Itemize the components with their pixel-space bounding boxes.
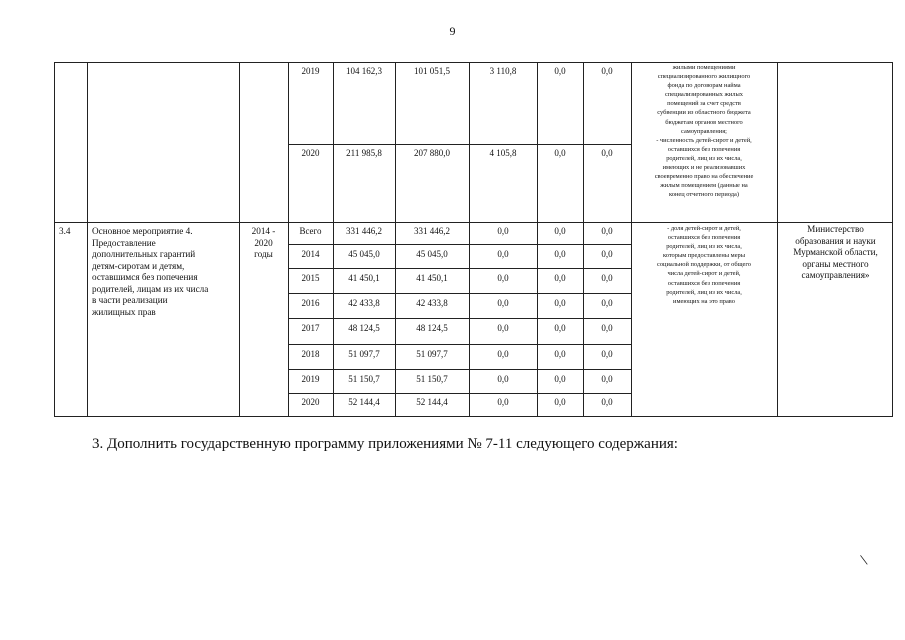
total-cell: 51 150,7 <box>348 374 380 384</box>
year-cell: 2017 <box>301 323 320 333</box>
pen-mark: \ <box>859 551 869 570</box>
total-cell: 331 446,2 <box>346 226 382 236</box>
measure-title-line: в части реализации <box>92 295 168 305</box>
row-rule <box>288 293 631 294</box>
regional-budget-cell: 51 097,7 <box>416 349 448 359</box>
regional-budget-cell: 45 045,0 <box>416 249 448 259</box>
regional-budget-cell: 41 450,1 <box>416 273 448 283</box>
local-budget-cell: 0,0 <box>554 349 566 359</box>
regional-budget-cell: 207 880,0 <box>414 148 450 158</box>
other-sources-cell: 0,0 <box>601 249 613 259</box>
measure-period <box>239 226 288 261</box>
indicator-line: родителей, лиц из их числа, <box>666 288 742 296</box>
indicator-line: самоуправления; <box>681 127 727 135</box>
row-rule <box>288 318 631 319</box>
indicator-line: специализированного жилищного <box>657 73 751 81</box>
period-line: годы <box>254 249 273 259</box>
period-line: 2020 <box>254 237 273 248</box>
indicator-line: субвенции из областного бюджета <box>657 109 751 117</box>
column-rule <box>469 63 470 416</box>
indicator-line: помещений за счет средств <box>667 100 741 108</box>
indicator-line: имеющих на это право <box>673 297 735 305</box>
local-budget-cell: 0,0 <box>554 148 566 158</box>
total-cell: 48 124,5 <box>348 323 380 333</box>
other-sources-cell: 0,0 <box>601 66 613 76</box>
other-sources-cell: 0,0 <box>601 349 613 359</box>
indicator-line: бюджетам органов местного <box>665 118 743 126</box>
indicator-line: - численность детей-сирот и детей, <box>656 136 752 144</box>
year-cell: 2014 <box>301 249 320 259</box>
federal-budget-cell: 0,0 <box>497 273 509 283</box>
local-budget-cell: 0,0 <box>554 374 566 384</box>
regional-budget-cell: 331 446,2 <box>414 226 450 236</box>
other-sources-cell: 0,0 <box>601 148 613 158</box>
total-cell: 42 433,8 <box>348 298 380 308</box>
federal-budget-cell: 4 105,8 <box>489 148 517 158</box>
measure-title <box>92 226 238 318</box>
year-cell: 2015 <box>301 273 320 283</box>
year-cell: 2018 <box>301 349 320 359</box>
measure-title-line: Предоставление <box>92 237 156 248</box>
indicator-line: - доля детей-сирот и детей, <box>667 225 741 232</box>
other-sources-cell: 0,0 <box>601 397 613 407</box>
other-sources-cell: 0,0 <box>601 323 613 333</box>
measure-separator <box>55 222 892 223</box>
federal-budget-cell: 0,0 <box>497 397 509 407</box>
executor-line: образования и науки <box>795 235 876 246</box>
row-rule <box>288 268 631 269</box>
measure-title-line: жилищных прав <box>92 306 156 317</box>
row-rule <box>288 144 631 145</box>
regional-budget-cell: 51 150,7 <box>416 374 448 384</box>
indicator-line: специализированных жилых <box>665 91 743 99</box>
indicator-text-measure <box>631 224 777 306</box>
federal-budget-cell: 0,0 <box>497 349 509 359</box>
indicator-line: жилыми помещениями <box>672 64 736 71</box>
local-budget-cell: 0,0 <box>554 226 566 236</box>
indicator-line: имеющих и не реализовавших <box>662 164 746 172</box>
column-rule <box>537 63 538 416</box>
total-cell: 45 045,0 <box>348 249 380 259</box>
indicator-line: конец отчетного периода) <box>669 191 739 199</box>
federal-budget-cell: 0,0 <box>497 323 509 333</box>
local-budget-cell: 0,0 <box>554 323 566 333</box>
column-rule <box>395 63 396 416</box>
year-cell: Всего <box>299 226 322 236</box>
row-rule <box>288 393 631 394</box>
other-sources-cell: 0,0 <box>601 374 613 384</box>
measure-number: 3.4 <box>59 226 71 236</box>
period-line: 2014 - <box>251 226 276 236</box>
local-budget-cell: 0,0 <box>554 298 566 308</box>
year-cell: 2020 <box>301 397 320 407</box>
indicator-line: своевременно право на обеспечение <box>654 173 754 181</box>
total-cell: 52 144,4 <box>348 397 380 407</box>
column-rule <box>87 63 88 416</box>
row-rule <box>288 369 631 370</box>
column-rule <box>288 63 289 416</box>
executor-line: Министерство <box>807 224 864 234</box>
total-cell: 211 985,8 <box>346 148 382 158</box>
row-rule <box>288 244 631 245</box>
indicator-line: оставшихся без попечения <box>667 234 741 242</box>
indicator-line: жилым помещением (данные на <box>660 182 748 190</box>
indicator-line: родителей, лиц из их числа, <box>666 154 742 162</box>
federal-budget-cell: 0,0 <box>497 249 509 259</box>
measure-title-line: детям-сиротам и детям, <box>92 260 185 271</box>
federal-budget-cell: 0,0 <box>497 374 509 384</box>
local-budget-cell: 0,0 <box>554 249 566 259</box>
local-budget-cell: 0,0 <box>554 66 566 76</box>
indicator-line: оставшихся без попечения <box>667 145 741 153</box>
year-cell: 2019 <box>301 66 320 76</box>
regional-budget-cell: 52 144,4 <box>416 397 448 407</box>
executor-text <box>777 224 894 282</box>
indicator-line: числа детей-сирот и детей, <box>667 270 741 278</box>
executor-line: Мурманской области, <box>793 247 878 257</box>
page-number: 9 <box>449 24 456 38</box>
total-cell: 51 097,7 <box>348 349 380 359</box>
other-sources-cell: 0,0 <box>601 226 613 236</box>
regional-budget-cell: 101 051,5 <box>414 66 450 76</box>
indicator-line: социальной поддержки, от общего <box>657 261 751 269</box>
measure-title-line: родителей, лицам из их числа <box>92 283 209 294</box>
executor-line: самоуправления» <box>801 270 870 280</box>
federal-budget-cell: 3 110,8 <box>489 66 517 76</box>
local-budget-cell: 0,0 <box>554 273 566 283</box>
regional-budget-cell: 48 124,5 <box>416 323 448 333</box>
federal-budget-cell: 0,0 <box>497 298 509 308</box>
column-rule <box>583 63 584 416</box>
other-sources-cell: 0,0 <box>601 298 613 308</box>
row-rule <box>288 344 631 345</box>
executor-line: органы местного <box>802 258 869 269</box>
federal-budget-cell: 0,0 <box>497 226 509 236</box>
measure-title-line: Основное мероприятие 4. <box>92 226 193 236</box>
measure-title-line: дополнительных гарантий <box>92 249 196 259</box>
program-table <box>54 62 893 417</box>
other-sources-cell: 0,0 <box>601 273 613 283</box>
local-budget-cell: 0,0 <box>554 397 566 407</box>
total-cell: 41 450,1 <box>348 273 380 283</box>
column-rule <box>333 63 334 416</box>
year-cell: 2020 <box>301 148 320 158</box>
indicator-line: родителей, лиц из их числа, <box>666 243 742 251</box>
year-cell: 2016 <box>301 298 320 308</box>
regional-budget-cell: 42 433,8 <box>416 298 448 308</box>
indicator-line: которым предоставлены меры <box>662 252 746 260</box>
total-cell: 104 162,3 <box>346 66 382 76</box>
indicator-line: оставшихся без попечения <box>667 279 741 287</box>
measure-title-line: оставшимся без попечения <box>92 272 198 282</box>
indicator-line: фонда по договорам найма <box>667 82 741 90</box>
instruction-paragraph: 3. Дополнить государственную программу приложениями № 7-11 следующего содержания: <box>92 436 678 452</box>
indicator-text-upper <box>631 63 777 199</box>
year-cell: 2019 <box>301 374 320 384</box>
